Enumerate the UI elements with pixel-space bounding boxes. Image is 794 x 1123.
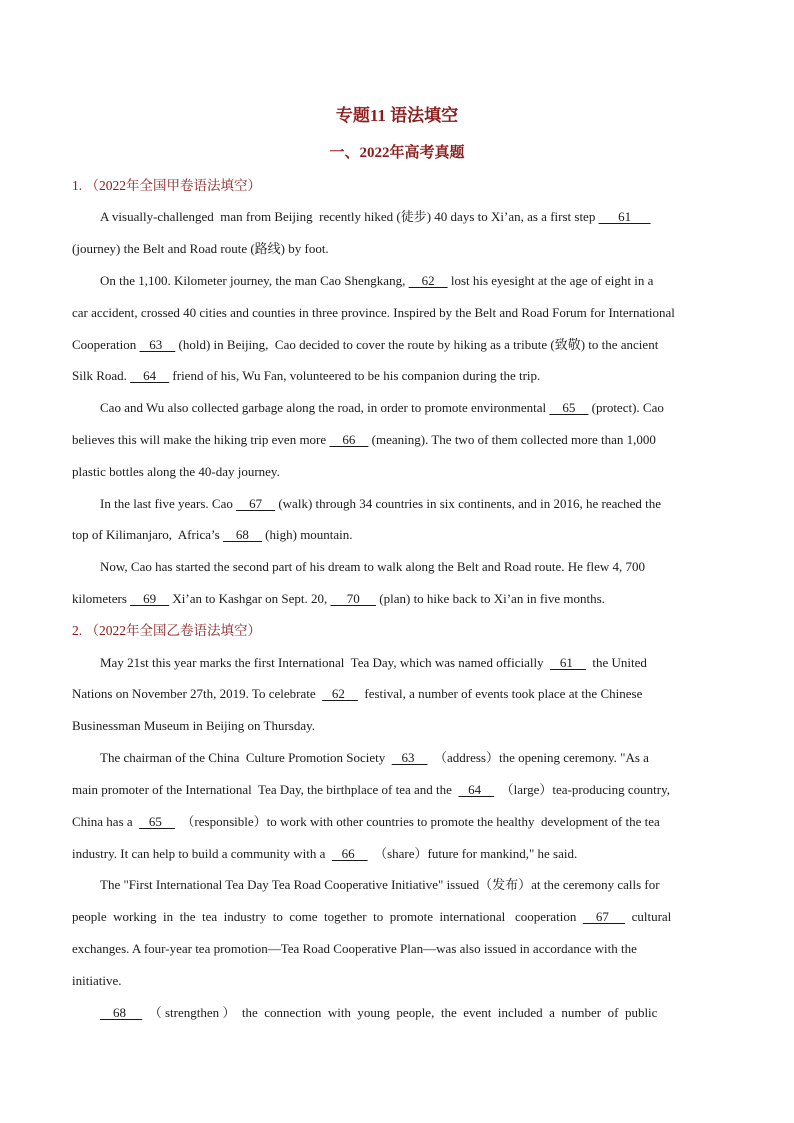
q1-line-10: In the last five years. Cao 67 (walk) through 34 countries in six continents, and in 2016, he reached the <box>100 496 662 511</box>
blank-65: 65 <box>139 814 175 829</box>
question-1-heading: 1. （2022年全国甲卷语法填空） <box>72 178 261 193</box>
blank-61: 61 <box>550 655 586 670</box>
q2-line-7: industry. It can help to build a community with a 66 （share）future for mankind," he said. <box>72 846 578 861</box>
blank-67: 67 <box>582 909 626 924</box>
blank-63: 63 <box>139 337 176 352</box>
blank-66: 66 <box>329 432 369 447</box>
blank-65: 65 <box>549 400 589 415</box>
q1-line-3: On the 1,100. Kilometer journey, the man Cao Shengkang, 62 lost his eyesight at the age of eight in a <box>100 273 654 288</box>
blank-70: 70 <box>330 591 377 606</box>
q1-line-7: Cao and Wu also collected garbage along the road, in order to promote environmental 65 (protect). Cao <box>100 400 664 415</box>
q2-line-3: Businessman Museum in Beijing on Thursday. <box>72 718 316 733</box>
q1-line-2: (journey) the Belt and Road route (路线) by foot. <box>72 241 329 256</box>
blank-68: 68 <box>100 1005 143 1020</box>
q2-line-6: China has a 65 （responsible）to work with other countries to promote the healthy development of the tea <box>72 814 660 829</box>
page-title: 专题11 语法填空 <box>335 106 459 125</box>
q1-line-12: Now, Cao has started the second part of his dream to walk along the Belt and Road route. He flew 4, 700 <box>100 559 646 574</box>
q2-line-10: exchanges. A four-year tea promotion—Tea Road Cooperative Plan—was also issued in accordance with the <box>72 941 637 956</box>
q1-line-11: top of Kilimanjaro, Africa’s 68 (high) mountain. <box>72 527 353 542</box>
q2-line-5: main promoter of the International Tea Day, the birthplace of tea and the 64 （large）tea-producing country, <box>72 782 670 797</box>
q2-line-2: Nations on November 27th, 2019. To celebrate 62 festival, a number of events took place at the Chinese <box>72 686 643 701</box>
blank-61: 61 <box>598 209 651 224</box>
section-heading: 一、2022年高考真题 <box>329 145 465 161</box>
q1-line-9: plastic bottles along the 40-day journey. <box>72 464 280 479</box>
question-2-heading: 2. （2022年全国乙卷语法填空） <box>72 623 261 638</box>
q1-line-4: car accident, crossed 40 cities and counties in three province. Inspired by the Belt and Road Forum for International <box>72 305 675 320</box>
q2-line-4: The chairman of the China Culture Promotion Society 63 （address）the opening ceremony. "As a <box>100 750 649 765</box>
blank-67: 67 <box>236 496 276 511</box>
q2-line-11: initiative. <box>72 973 122 988</box>
q2-line-1: May 21st this year marks the first International Tea Day, which was named officially 61 the United <box>100 655 647 670</box>
blank-69: 69 <box>130 591 170 606</box>
q2-line-9: people working in the tea industry to come together to promote international cooperation 67 cultural <box>72 909 672 924</box>
blank-62: 62 <box>322 686 358 701</box>
q1-line-5: Cooperation 63 (hold) in Beijing, Cao decided to cover the route by hiking as a tribute (致敬) to the ancient <box>72 337 659 352</box>
blank-64: 64 <box>130 368 170 383</box>
blank-68: 68 <box>222 527 262 542</box>
blank-62: 62 <box>408 273 448 288</box>
q1-line-13: kilometers 69 Xi’an to Kashgar on Sept. 20, 70 (plan) to hike back to Xi’an in five months. <box>72 591 605 606</box>
blank-63: 63 <box>391 750 428 765</box>
blank-66: 66 <box>331 846 368 861</box>
q1-line-8: believes this will make the hiking trip even more 66 (meaning). The two of them collected more than 1,000 <box>72 432 656 447</box>
blank-64: 64 <box>458 782 495 797</box>
q1-line-1: A visually-challenged man from Beijing recently hiked (徒步) 40 days to Xi’an, as a first step 61 <box>100 209 651 224</box>
q2-line-8: The "First International Tea Day Tea Road Cooperative Initiative" issued（发布）at the ceremony calls for <box>100 877 660 892</box>
q2-line-12: 68 （ strengthen ） the connection with young people, the event included a number of public <box>100 1005 658 1020</box>
q1-line-6: Silk Road. 64 friend of his, Wu Fan, volunteered to be his companion during the trip. <box>72 368 541 383</box>
